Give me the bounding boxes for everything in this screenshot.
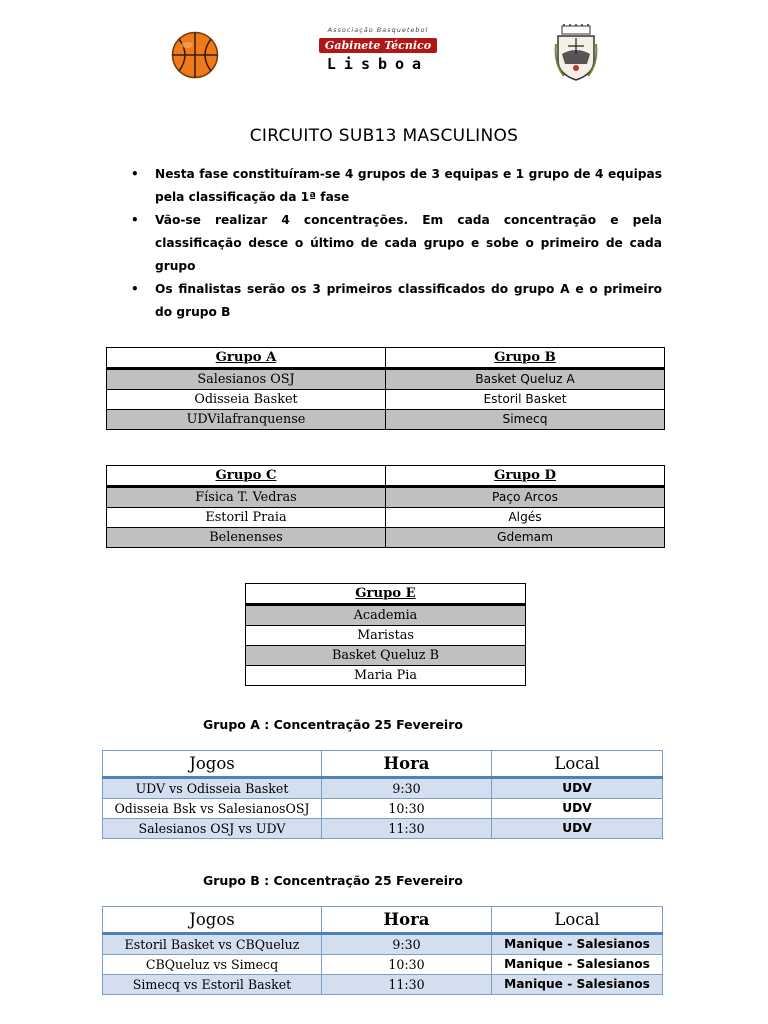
schedule-a-title: Grupo A : Concentração 25 Fevereiro — [203, 717, 463, 732]
time-header: Hora — [322, 751, 492, 778]
table-cell: Gdemam — [386, 528, 665, 548]
bullet-icon: • — [131, 282, 139, 296]
table-cell: Belenenses — [107, 528, 386, 548]
time-cell: 10:30 — [322, 799, 492, 819]
group-c-header: Grupo C — [107, 466, 386, 487]
group-e-header: Grupo E — [246, 584, 526, 605]
table-row — [107, 487, 665, 508]
table-row — [103, 934, 663, 955]
bullet-icon: • — [131, 213, 139, 227]
group-a-header: Grupo A — [107, 348, 386, 369]
bullet-text: Nesta fase constituíram-se 4 grupos de 3 equipas e 1 grupo de 4 equipas pela classificação da 1ª fase — [155, 167, 662, 204]
table-row — [107, 508, 665, 528]
table-row — [103, 799, 663, 819]
game-cell: UDV vs Odisseia Basket — [103, 778, 322, 799]
group-b-header: Grupo B — [386, 348, 665, 369]
bullet-item — [128, 163, 662, 209]
table-header-row — [103, 907, 663, 934]
location-cell: UDV — [492, 819, 663, 839]
table-row — [246, 626, 526, 646]
table-cell: UDVilafranquense — [107, 410, 386, 430]
table-header-row — [246, 584, 526, 605]
city-crest-icon — [554, 24, 598, 82]
bullet-text: Os finalistas serão os 3 primeiros classificados do grupo A e o primeiro do grupo B — [155, 282, 662, 319]
location-cell: UDV — [492, 778, 663, 799]
table-cell: Maristas — [246, 626, 526, 646]
game-cell: Odisseia Bsk vs SalesianosOSJ — [103, 799, 322, 819]
logo-middle-text: Gabinete Técnico — [319, 38, 437, 53]
table-header-row — [107, 348, 665, 369]
game-cell: Estoril Basket vs CBQueluz — [103, 934, 322, 955]
table-row — [107, 390, 665, 410]
page-title: CIRCUITO SUB13 MASCULINOS — [249, 126, 519, 146]
table-row — [103, 819, 663, 839]
table-cell: Física T. Vedras — [107, 487, 386, 508]
table-cell: Basket Queluz A — [386, 369, 665, 390]
table-row — [107, 528, 665, 548]
table-cell: Maria Pia — [246, 666, 526, 686]
location-cell: Manique - Salesianos — [492, 955, 663, 975]
table-header-row — [103, 751, 663, 778]
logo-top-text: Associação Basquetebol — [327, 26, 429, 34]
game-cell: CBQueluz vs Simecq — [103, 955, 322, 975]
schedule-b-title: Grupo B : Concentração 25 Fevereiro — [203, 873, 463, 888]
table-row — [103, 955, 663, 975]
bullet-item — [128, 278, 662, 324]
bullet-list — [128, 163, 662, 324]
time-cell: 11:30 — [322, 819, 492, 839]
table-row — [107, 410, 665, 430]
schedule-a-table — [102, 750, 663, 839]
time-header: Hora — [322, 907, 492, 934]
bullet-item — [128, 209, 662, 278]
table-row — [246, 646, 526, 666]
table-header-row — [107, 466, 665, 487]
group-d-header: Grupo D — [386, 466, 665, 487]
location-cell: UDV — [492, 799, 663, 819]
game-cell: Salesianos OSJ vs UDV — [103, 819, 322, 839]
table-row — [107, 369, 665, 390]
location-cell: Manique - Salesianos — [492, 975, 663, 995]
time-cell: 9:30 — [322, 778, 492, 799]
table-cell: Estoril Basket — [386, 390, 665, 410]
groups-ab-table — [106, 347, 665, 430]
table-cell: Estoril Praia — [107, 508, 386, 528]
location-header: Local — [492, 751, 663, 778]
location-cell: Manique - Salesianos — [492, 934, 663, 955]
table-cell: Odisseia Basket — [107, 390, 386, 410]
bullet-text: Vão-se realizar 4 concentrações. Em cada concentração e pela classificação desce o último de cada grupo e sobe o primeiro de cada grupo — [155, 213, 662, 273]
group-e-table — [245, 583, 526, 686]
table-row — [246, 666, 526, 686]
table-row — [103, 975, 663, 995]
time-cell: 11:30 — [322, 975, 492, 995]
games-header: Jogos — [103, 751, 322, 778]
association-logo — [318, 26, 438, 80]
time-cell: 9:30 — [322, 934, 492, 955]
table-cell: Academia — [246, 605, 526, 626]
table-cell: Algés — [386, 508, 665, 528]
logo-bottom-text: Lisboa — [326, 55, 430, 73]
location-header: Local — [492, 907, 663, 934]
schedule-b-table — [102, 906, 663, 995]
basketball-icon — [171, 31, 219, 79]
groups-cd-table — [106, 465, 665, 548]
games-header: Jogos — [103, 907, 322, 934]
time-cell: 10:30 — [322, 955, 492, 975]
table-cell: Simecq — [386, 410, 665, 430]
table-cell: Basket Queluz B — [246, 646, 526, 666]
table-cell: Paço Arcos — [386, 487, 665, 508]
table-row — [246, 605, 526, 626]
game-cell: Simecq vs Estoril Basket — [103, 975, 322, 995]
table-row — [103, 778, 663, 799]
bullet-icon: • — [131, 167, 139, 181]
table-cell: Salesianos OSJ — [107, 369, 386, 390]
